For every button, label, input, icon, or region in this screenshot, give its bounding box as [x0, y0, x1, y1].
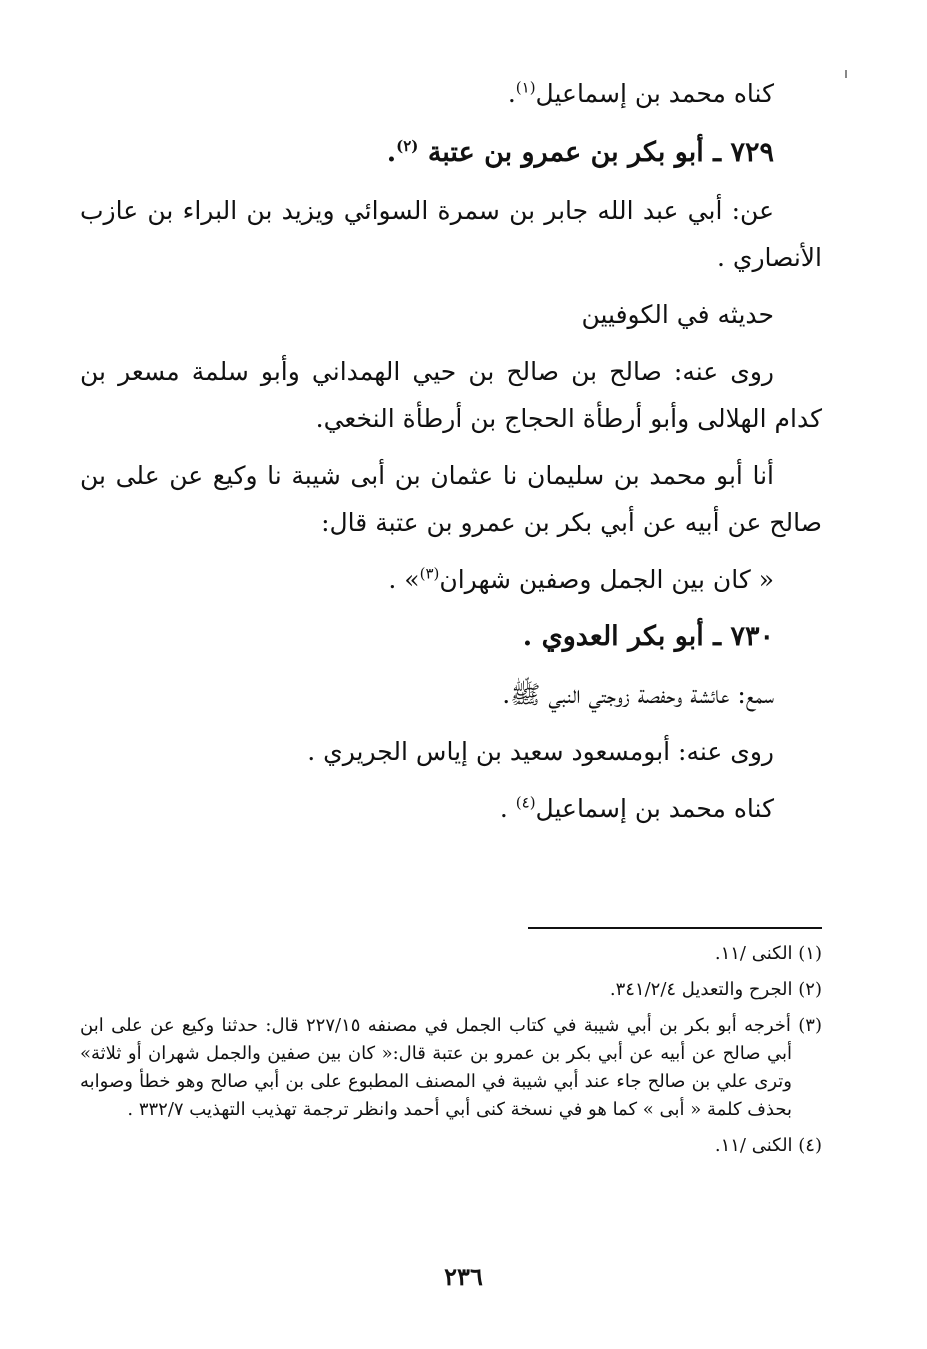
paragraph-isnad: أنا أبو محمد بن سليمان نا عثمان بن أبى شيبة نا وكيع عن على بن صالح عن أبيه عن أبي بكر بن عمرو بن عتبة قال:: [80, 461, 822, 537]
footnote-ref-2[interactable]: (٢): [396, 137, 419, 155]
footnote-3: (٣) أخرجه أبو بكر بن أبي شيبة في كتاب الجمل في مصنفه ٢٢٧/١٥ قال: حدثنا وكيع عن على ابن أبي صالح عن أبيه عن أبي بكر بن عمرو بن عتبة قال:« كان بين صفين والجمل شهران أو ثلاثة» وترى علي بن صالح جاء عند أبي شيبة في المصنف المطبوع على بن أبي صالح وهو خطأ وصوابه بحذف كلمة « أبى » كما هو في نسخة كنى أبي أحمد وانظر ترجمة تهذيب التهذيب ٣٣٢/٧ .: [80, 1015, 822, 1120]
paragraph-narrator-730: روى عنه: أبومسعود سعيد بن إياس الجريري .: [307, 737, 774, 766]
footnote-4: (٤) الكنى /١١.: [714, 1135, 822, 1156]
punctuation: .: [499, 794, 516, 823]
margin-mark: [845, 70, 847, 78]
footnote-1: (١) الكنى /١١.: [714, 943, 822, 964]
paragraph-text: كناه محمد بن إسماعيل: [535, 79, 774, 108]
entry-heading-730: ٧٣٠ ـ أبو بكر العدوي .: [522, 621, 774, 652]
paragraph-sami: سمع: عائشة وحفصة زوجتي النبي ﷺ.: [502, 680, 774, 709]
footnotes: [80, 940, 822, 1168]
paragraph-kunya-1: [80, 70, 822, 117]
paragraph-quote: [80, 556, 822, 603]
footnote-separator: [528, 927, 822, 929]
punctuation: .: [386, 137, 397, 168]
punctuation: » .: [388, 565, 420, 594]
page-number: ٢٣٦: [444, 1262, 483, 1291]
quote-text: « كان بين الجمل وصفين شهران: [439, 565, 774, 594]
punctuation: .: [507, 79, 516, 108]
paragraph-text: كناه محمد بن إسماعيل: [535, 794, 774, 823]
footnote-ref-4[interactable]: (٤): [515, 793, 536, 812]
paragraph-hadith-location: حديثه في الكوفيين: [581, 300, 774, 329]
main-text: [80, 70, 822, 842]
paragraph-narrators: روى عنه: صالح بن صالح بن حيي الهمداني وأبو سلمة مسعر بن كدام الهلالى وأبو أرطأة الحجاج بن أرطأة النخعي.: [80, 357, 822, 433]
entry-heading-729: [80, 129, 822, 177]
footnote-ref-3[interactable]: (٣): [419, 564, 440, 583]
footnote-ref-1[interactable]: (١): [515, 78, 536, 97]
footnote-2: (٢) الجرح والتعديل ٣٤١/٢/٤.: [609, 979, 822, 1000]
paragraph-an: عن: أبي عبد الله جابر بن سمرة السوائي ويزيد بن البراء بن عازب الأنصاري .: [80, 196, 822, 272]
entry-title: ٧٢٩ ـ أبو بكر بن عمرو بن عتبة: [427, 137, 774, 168]
paragraph-kunya-2: [80, 785, 822, 832]
